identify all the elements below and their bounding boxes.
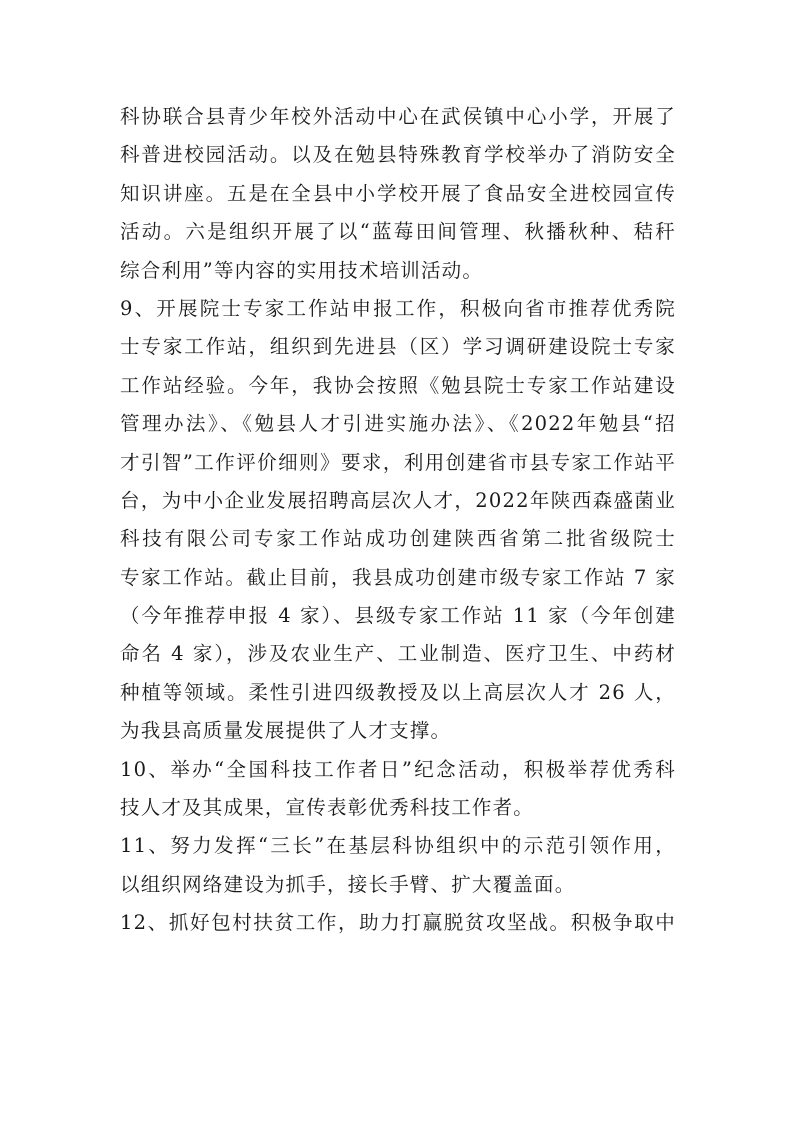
text-line: 为我县高质量发展提供了人才支撑。 [120,719,452,743]
text-line: 9、开展院士专家工作站申报工作，积极向省市推荐优秀院 [120,296,676,320]
text-line: 科协联合县青少年校外活动中心在武侯镇中心小学，开展了 [120,105,676,128]
text-line: 12、抓好包村扶贫工作，助力打赢脱贫攻坚战。积极争取中 [120,911,676,935]
text-line: 11、努力发挥“三长”在基层科协组织中的示范引领作用， [120,834,676,858]
text-line: 知识讲座。五是在全县中小学校开展了食品安全进校园宣传 [120,181,676,205]
text-line: 台，为中小企业发展招聘高层次人才，2022年陕西森盛菌业 [120,488,676,512]
text-line: 才引智”工作评价细则》要求，利用创建省市县专家工作站平 [120,450,676,474]
text-line: 命名 4 家），涉及农业生产、工业制造、医疗卫生、中药材 [120,642,676,666]
text-line: 专家工作站。截止目前，我县成功创建市级专家工作站 7 家 [120,565,676,589]
text-line: 技人才及其成果，宣传表彰优秀科技工作者。 [120,796,535,820]
text-line: 工作站经验。今年，我协会按照《勉县院士专家工作站建设 [120,373,676,397]
text-line: （今年推荐申报 4 家）、县级专家工作站 11 家（今年创建 [120,604,676,628]
text-line: 10、举办“全国科技工作者日”纪念活动，积极举荐优秀科 [120,757,676,781]
text-line: 科普进校园活动。以及在勉县特殊教育学校举办了消防安全 [120,143,676,167]
text-line: 士专家工作站，组织到先进县（区）学习调研建设院士专家 [120,335,676,359]
text-line: 活动。六是组织开展了以“蓝莓田间管理、秋播秋种、秸秆 [120,220,676,244]
text-line: 种植等领域。柔性引进四级教授及以上高层次人才 26 人， [120,680,676,704]
text-line: 管理办法》、《勉县人才引进实施办法》、《2022年勉县“招 [120,412,676,436]
text-line: 科技有限公司专家工作站成功创建陕西省第二批省级院士 [120,527,676,551]
text-line: 综合利用”等内容的实用技术培训活动。 [120,258,484,282]
document-body [120,98,676,943]
text-line: 以组织网络建设为抓手，接长手臂、扩大覆盖面。 [120,872,576,896]
